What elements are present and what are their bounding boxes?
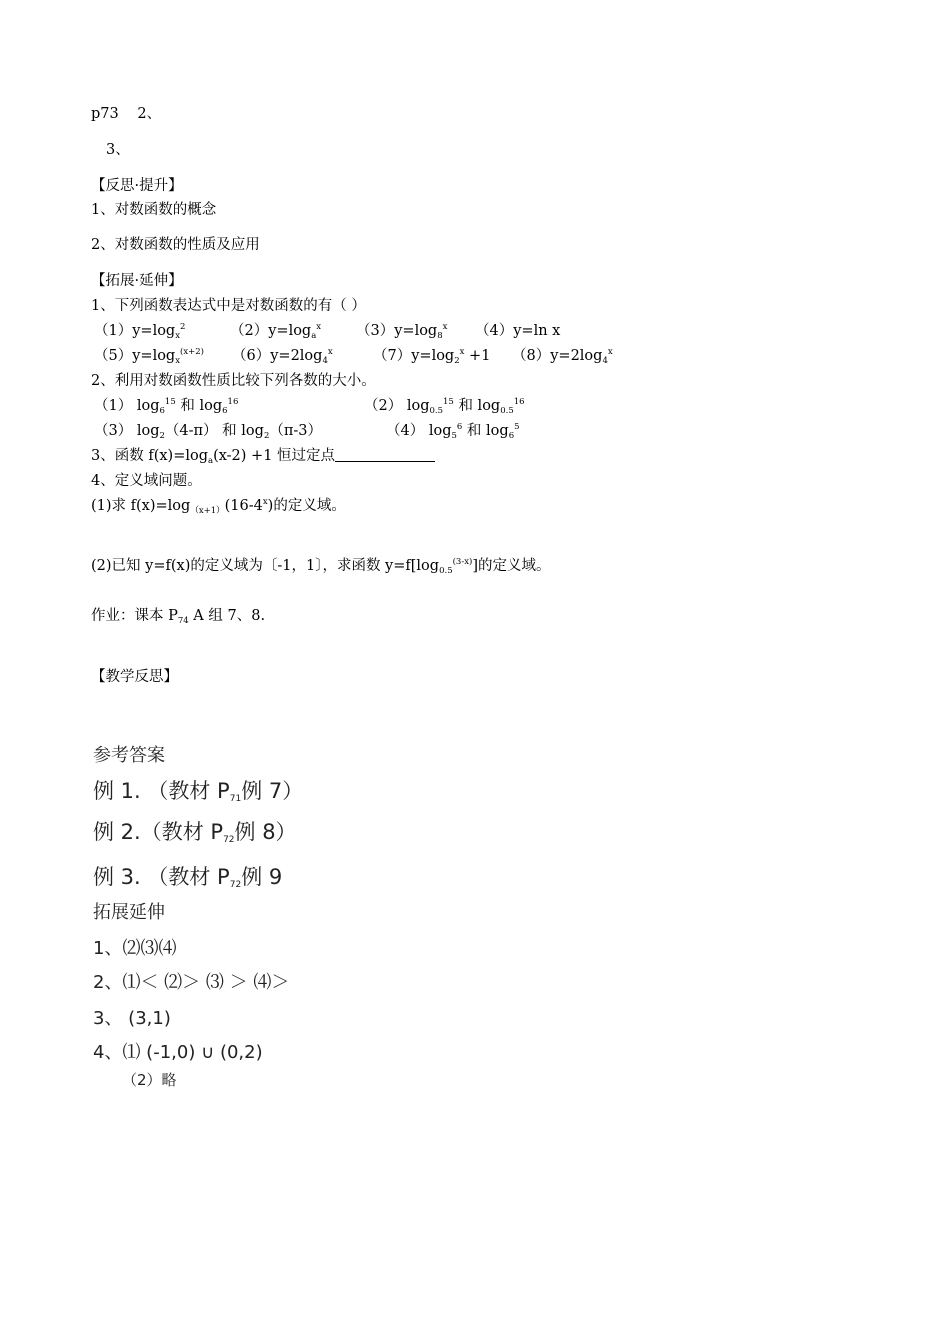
p73-item-3: 3、: [106, 142, 130, 158]
q1-option-3: $(3)y=\log_8^x$: [356, 322, 448, 341]
q1-option-8: $(8)y=2\log_4^x$: [512, 347, 613, 366]
fansi-item-2: 2、对数函数的性质及应用: [91, 237, 260, 253]
q1-option-2: $(2)y=\log_a^x$: [230, 322, 322, 341]
answer-example-1: 例 1. （教材 $P_{71}$例 7）: [93, 779, 304, 804]
q2-pair-3: （3） $\log_2(4-\pi)$ 和 $\log_2(\pi-3)$: [94, 423, 323, 441]
answer-4-part-2: （2）略: [122, 1071, 177, 1089]
heading-tuozhan: 【拓展·延伸】: [91, 273, 183, 289]
answer-1: 1、⑵⑶⑷: [93, 938, 177, 959]
answers-title: 参考答案: [93, 745, 165, 766]
heading-jiaoxue-fansi: 【教学反思】: [91, 669, 178, 685]
answer-2: 2、⑴＜ ⑵＞ ⑶ ＞ ⑷＞: [93, 972, 290, 993]
answer-4: 4、⑴ (-1,0) ∪ (0,2): [93, 1042, 263, 1063]
q4-part-1: (1)求 $f(x)=\log_{(x+1)}(16-4^x)$的定义域。: [91, 497, 346, 516]
question-3: 3、函数 $f(x)=\log_a(x-2) +1$ 恒过定点: [91, 447, 435, 465]
q1-option-4: （4）y=ln x: [475, 323, 561, 339]
q1-option-5: $(5)y=\log_x^{(x+2)}$: [94, 347, 204, 366]
p73-line: [91, 105, 161, 123]
answers-tuozhan-title: 拓展延伸: [93, 902, 165, 923]
q1-option-7: $(7)y=\log_2^x +1$: [373, 347, 491, 366]
answer-example-3: 例 3. （教材 $P_{72}$例 9: [93, 865, 283, 890]
q4-part-2: (2)已知 y=f(x)的定义域为〔-1，1〕，求函数 $y=f[\log_{0.5}^{(3-x)}]$的定义域。: [91, 557, 551, 576]
fansi-item-1: 1、对数函数的概念: [91, 202, 217, 218]
q2-pair-2: （2） $\log_{0.5}^{15}$ 和 $\log_{0.5}^{16}$: [364, 397, 525, 416]
question-2: 2、利用对数函数性质比较下列各数的大小。: [91, 373, 376, 389]
q2-pair-4: （4） $\log_5^6$ 和 $\log_6^5$: [386, 422, 520, 441]
q1-option-1: $(1)y=\log_x^2$: [94, 322, 186, 341]
question-1: 1、下列函数表达式中是对数函数的有（ ）: [91, 298, 366, 314]
answer-example-2: 例 2.（教材 $P_{72}$例 8）: [93, 820, 297, 845]
answer-blank[interactable]: [335, 449, 435, 462]
p73-label: p73: [91, 106, 119, 122]
q1-option-6: $(6)y=2\log_4^x$: [232, 347, 333, 366]
q2-pair-1: （1） $\log_6^{15}$ 和 $\log_6^{16}$: [94, 397, 239, 416]
p73-item-2: 2、: [137, 106, 162, 122]
heading-fansi: 【反思·提升】: [91, 178, 183, 194]
answer-3: 3、 (3,1): [93, 1008, 171, 1029]
homework-line: 作业：课本 $P_{74}$ A 组 7、8.: [91, 608, 266, 626]
question-4: 4、定义域问题。: [91, 473, 202, 489]
